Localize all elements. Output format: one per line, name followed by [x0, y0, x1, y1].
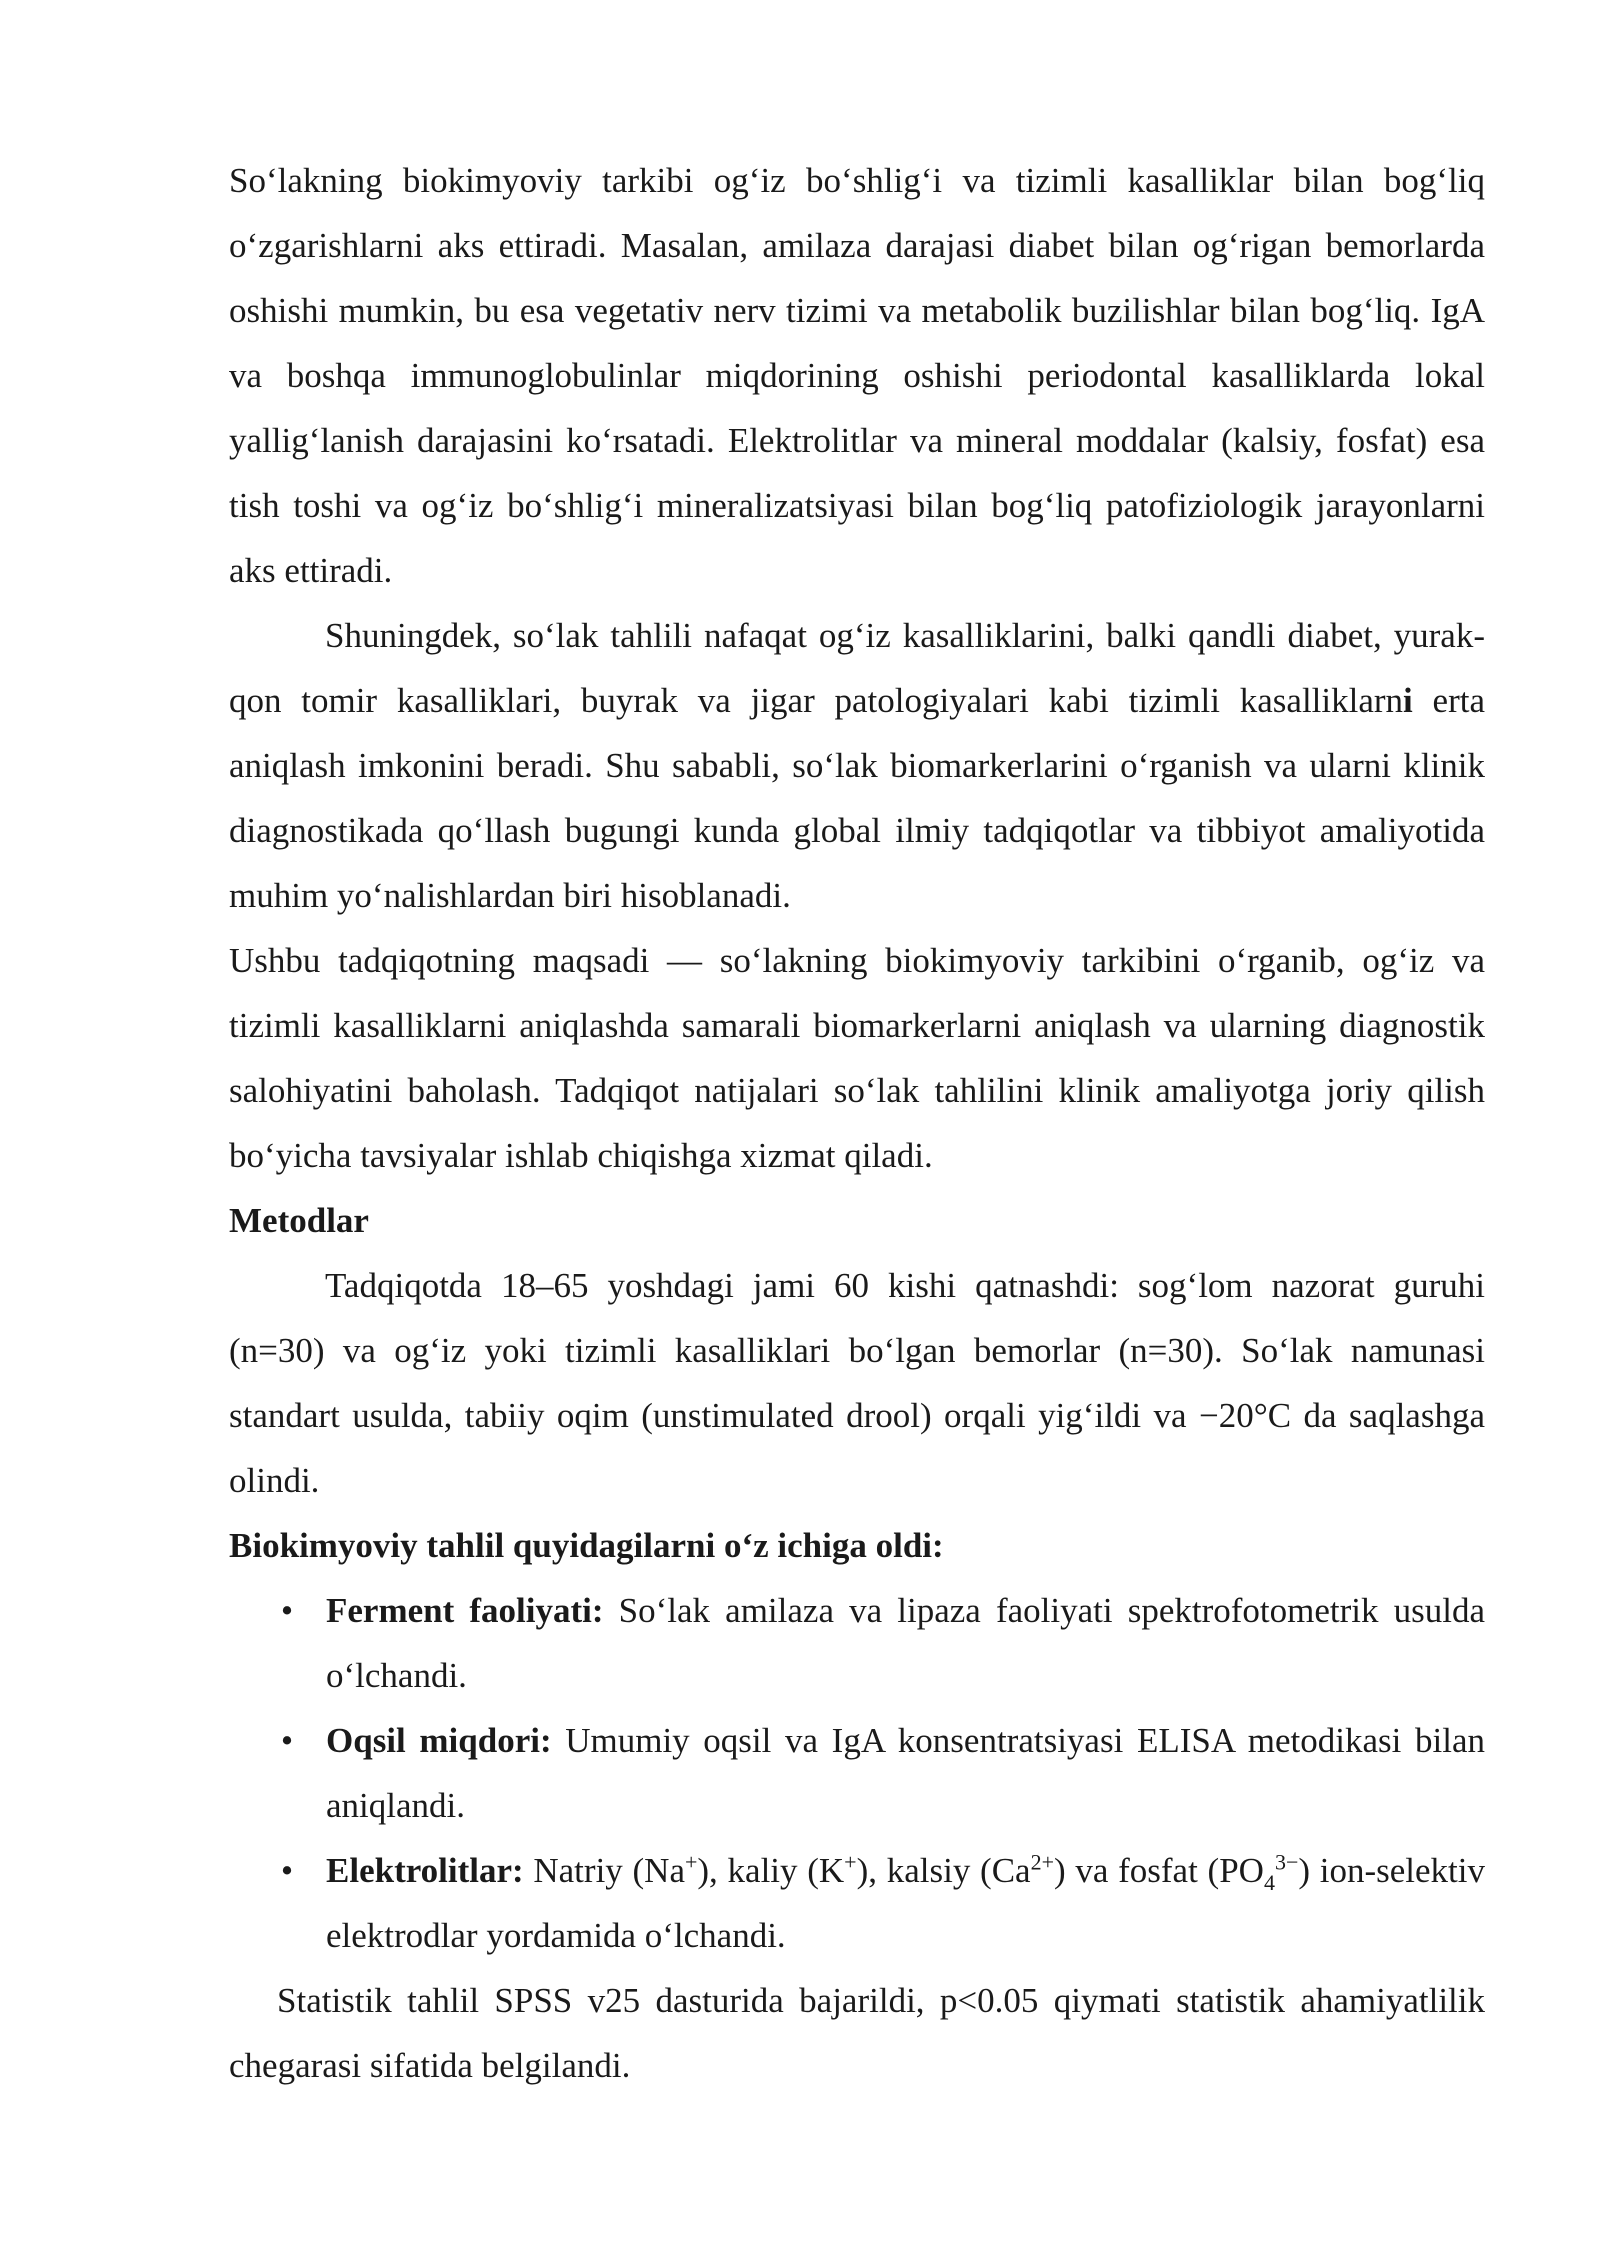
- paragraph-text: erta aniqlash imkonini beradi. Shu sababli, so‘lak biomarkerlarini o‘rganish va ularni klinik diagnostikada qo‘llash bugungi kunda global ilmiy tadqiqotlar va tibbiyot amaliyotida muhim yo‘nalishlardan biri hisoblanadi.: [229, 681, 1485, 915]
- paragraph-study-aim: Ushbu tadqiqotning maqsadi — so‘lakning biokimyoviy tarkibini o‘rganib, og‘iz va tizimli kasalliklarni aniqlashda samarali biomarkerlarni aniqlash va ularning diagnostik salohiyatini baholash. Tadqiqot natijalari so‘lak tahlilini klinik amaliyotga joriy qilish bo‘yicha tavsiyalar ishlab chiqishga xizmat qiladi.: [229, 941, 1485, 1175]
- list-item-term: Oqsil miqdori:: [326, 1721, 552, 1760]
- bullet-marker: •: [280, 1591, 294, 1630]
- bullet-marker: •: [280, 1851, 294, 1890]
- list-item-text: Natriy (Na: [523, 1851, 685, 1890]
- superscript-charge: 2+: [1030, 1849, 1054, 1875]
- list-item-text: ) va fosfat (PO: [1054, 1851, 1264, 1890]
- bullet-marker: •: [280, 1721, 294, 1760]
- paragraph-participants: Tadqiqotda 18–65 yoshdagi jami 60 kishi qatnashdi: sog‘lom nazorat guruhi (n=30) va og‘iz yoki tizimli kasalliklari bo‘lgan bemorlar (n=30). So‘lak namunasi standart usulda, tabiiy oqim (unstimulated drool) orqali yig‘ildi va −20°C da saqlashga olindi.: [229, 1266, 1485, 1500]
- paragraph-text: Shuningdek, so‘lak tahlili nafaqat og‘iz kasalliklarini, balki qandli diabet, yurak-qon tomir kasalliklari, buyrak va jigar patologiyalari kabi tizimli kasalliklarn: [229, 616, 1485, 720]
- list-item-text: ) ion-selektiv elektrodlar yordamida o‘lchandi.: [326, 1851, 1485, 1955]
- list-item-text: ), kaliy (K: [697, 1851, 845, 1890]
- section-heading-analysis: Biokimyoviy tahlil quyidagilarni o‘z ichiga oldi:: [229, 1526, 944, 1565]
- superscript-charge: +: [684, 1849, 698, 1875]
- superscript-charge: +: [844, 1849, 857, 1875]
- superscript-charge: 3−: [1274, 1849, 1299, 1875]
- paragraph-text-bold: i: [1403, 681, 1413, 720]
- list-item-oqsil: [229, 1708, 1485, 1838]
- paragraph-statistics: Statistik tahlil SPSS v25 dasturida bajarildi, p<0.05 qiymati statistik ahamiyatlilik chegarasi sifatida belgilandi.: [229, 1981, 1485, 2085]
- list-item-elektrolit: [229, 1838, 1485, 1968]
- list-item-term: Elektrolitlar:: [326, 1851, 524, 1890]
- list-item-text: So‘lak amilaza va lipaza faoliyati spektrofotometrik usulda o‘lchandi.: [326, 1591, 1485, 1695]
- paragraph-saliva-composition: So‘lakning biokimyoviy tarkibi og‘iz bo‘shlig‘i va tizimli kasalliklar bilan bog‘liq o‘zgarishlarni aks ettiradi. Masalan, amilaza darajasi diabet bilan og‘rigan bemorlarda oshishi mumkin, bu esa vegetativ nerv tizimi va metabolik buzilishlar bilan bog‘liq. IgA va boshqa immunoglobulinlar miqdorining oshishi periodontal kasalliklarda lokal yallig‘lanish darajasini ko‘rsatadi. Elektrolitlar va mineral moddalar (kalsiy, fosfat) esa tish toshi va og‘iz bo‘shlig‘i mineralizatsiyasi bilan bog‘liq patofiziologik jarayonlarni aks ettiradi.: [229, 161, 1485, 590]
- list-item-text: ), kalsiy (Ca: [856, 1851, 1031, 1890]
- list-item-term: Ferment faoliyati:: [326, 1591, 604, 1630]
- analysis-list: [229, 1578, 1485, 1968]
- section-heading-methods: Metodlar: [229, 1201, 369, 1240]
- document-page: [229, 148, 1485, 2098]
- list-item-ferment: [229, 1578, 1485, 1708]
- list-item-text: Umumiy oqsil va IgA konsentratsiyasi ELISA metodikasi bilan aniqlandi.: [326, 1721, 1485, 1825]
- paragraph-saliva-analysis: [229, 603, 1485, 928]
- subscript-index: 4: [1263, 1870, 1275, 1895]
